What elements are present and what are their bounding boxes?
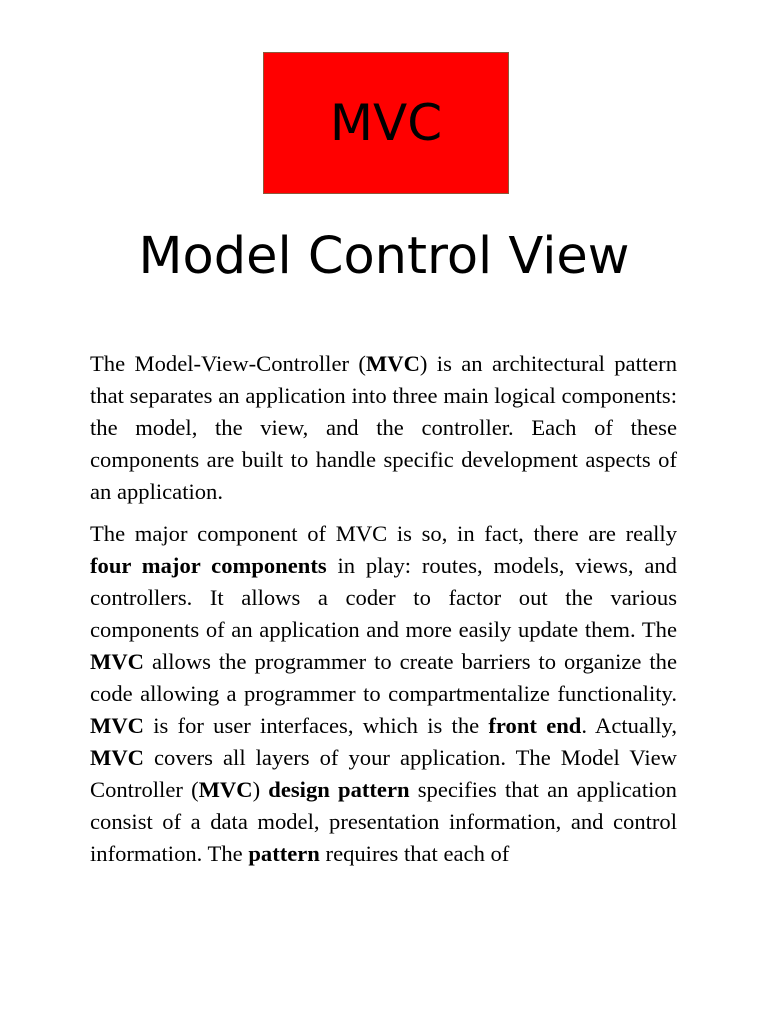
bold-run: MVC [90,745,144,770]
text-run: ) is an architectural pattern that separates an application into three main logical components: the model, the view, and the controller. Each of these components are built to handle specific development aspects of an application. [90,351,677,504]
bold-run: MVC [90,713,144,738]
mvc-logo-box [263,52,509,194]
text-run: requires that each of [319,841,510,866]
text-run: is for user interfaces, which is the [143,713,489,738]
bold-run: front end [488,713,582,738]
bold-run: four major components [90,553,327,578]
text-run: The Model-View-Controller ( [90,351,366,376]
bold-run: MVC [90,649,144,674]
bold-run: MVC [365,351,420,376]
text-run: ) [252,777,269,802]
text-run: specifies that an application consist of a data model, presentation information, and control information. The [90,777,677,866]
document-body [90,348,677,880]
page-title: Model Control View [138,227,630,286]
text-run: allows the programmer to create barriers to organize the code allowing a programmer to compartmentalize functionality. [90,649,677,706]
text-run: covers all layers of your application. The Model View Controller ( [90,745,677,802]
text-run: . Actually, [581,713,677,738]
bold-run: design pattern [268,777,410,802]
paragraph-intro [90,348,677,508]
bold-run: MVC [198,777,253,802]
text-run: The major component of MVC is so, in fact, there are really [90,521,677,546]
text-run: in play: routes, models, views, and controllers. It allows a coder to factor out the various components of an application and more easily update them. The [90,553,677,642]
bold-run: pattern [248,841,320,866]
mvc-logo-text: MVC [329,94,443,152]
paragraph-components [90,518,677,870]
